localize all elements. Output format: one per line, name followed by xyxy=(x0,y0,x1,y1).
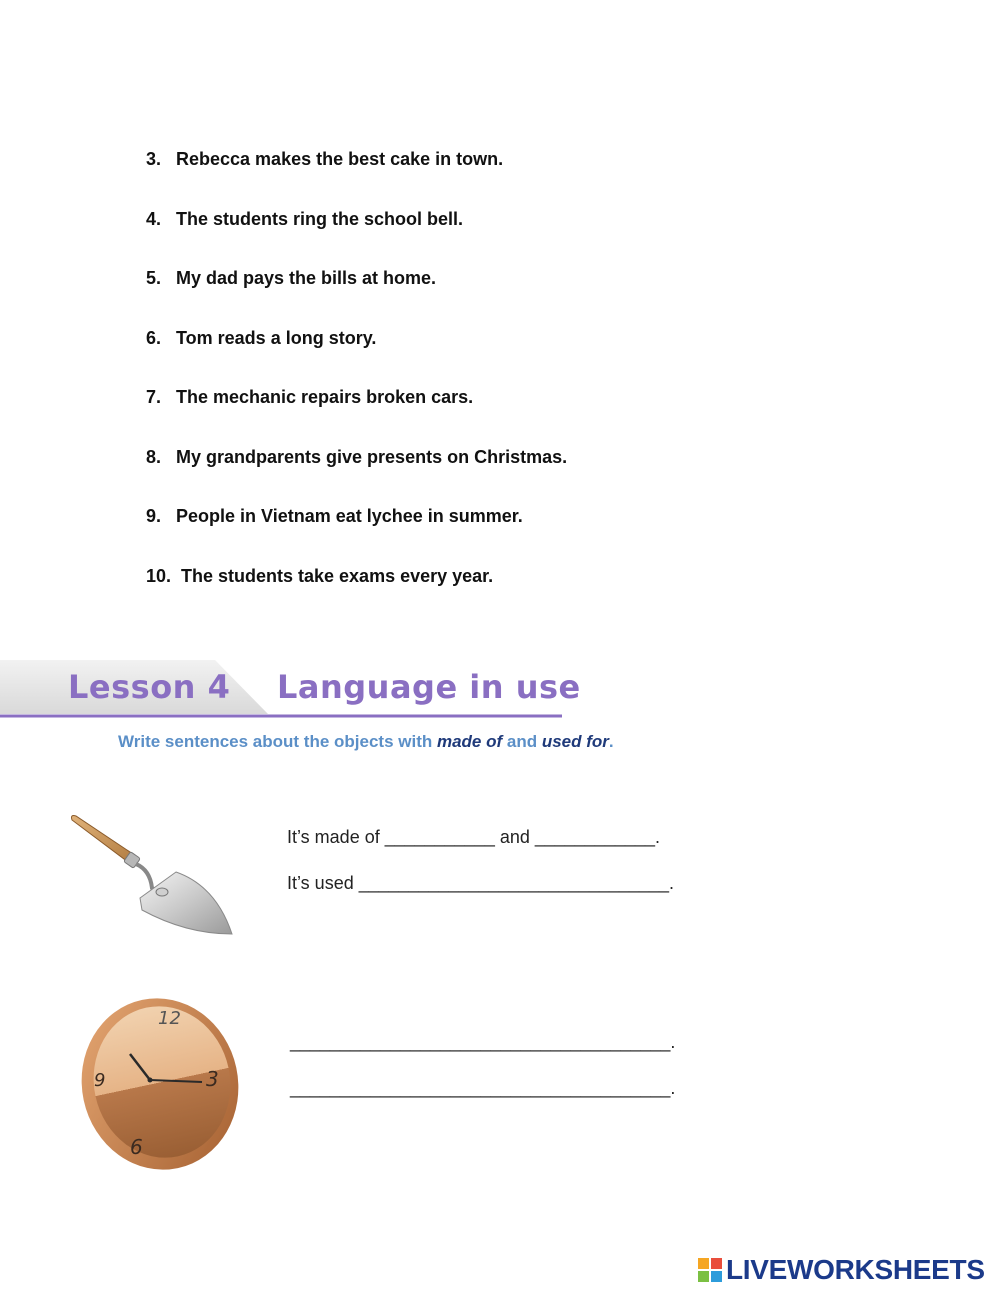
sentence-number: 10. xyxy=(146,566,172,586)
sentence-9 xyxy=(146,506,523,530)
lesson-title: Language in use xyxy=(277,668,581,706)
sentence-number: 8. xyxy=(146,447,162,467)
instruction-text xyxy=(118,732,614,752)
sentence-text: My grandparents give presents on Christmas. xyxy=(176,447,568,467)
sentence-number: 6. xyxy=(146,328,162,348)
sentence-text: My dad pays the bills at home. xyxy=(176,268,437,288)
clock-answer-line-2[interactable]: ______________________________________. xyxy=(290,1078,676,1098)
logo-squares-icon xyxy=(698,1258,722,1282)
clock-numeral-12: 12 xyxy=(158,1008,181,1029)
logo-text: LIVEWORKSHEETS xyxy=(726,1254,985,1285)
sentence-5 xyxy=(146,268,436,292)
clock-numeral-6: 6 xyxy=(130,1135,143,1159)
sentence-10 xyxy=(146,566,493,590)
sentence-4 xyxy=(146,209,463,233)
sentence-text: The students take exams every year. xyxy=(181,566,494,586)
trowel-made-of-line[interactable]: It’s made of ___________ and ____________. xyxy=(287,827,660,847)
instruction-part: and xyxy=(502,732,542,751)
sentence-text: The students ring the school bell. xyxy=(176,209,464,229)
clock-numeral-3: 3 xyxy=(206,1067,219,1091)
trowel-image xyxy=(66,810,238,940)
wall-clock-image xyxy=(80,994,244,1174)
sentence-3 xyxy=(146,149,503,173)
liveworksheets-logo xyxy=(698,1252,985,1288)
trowel-used-line[interactable]: It’s used _______________________________. xyxy=(287,873,675,893)
sentence-number: 5. xyxy=(146,268,162,288)
sentence-text: The mechanic repairs broken cars. xyxy=(176,387,474,407)
sentence-7 xyxy=(146,387,473,411)
instruction-used-for: used for xyxy=(541,732,609,751)
sentence-text: Tom reads a long story. xyxy=(176,328,377,348)
clock-numeral-9: 9 xyxy=(94,1070,106,1091)
instruction-part: Write sentences about the objects with xyxy=(118,732,437,751)
sentence-number: 9. xyxy=(146,506,162,526)
sentence-8 xyxy=(146,447,567,471)
clock-answer-line-1[interactable]: ______________________________________. xyxy=(290,1032,676,1052)
instruction-part: . xyxy=(608,732,614,751)
sentence-text: People in Vietnam eat lychee in summer. xyxy=(176,506,523,526)
sentence-number: 7. xyxy=(146,387,162,407)
lesson-banner xyxy=(0,658,581,720)
instruction-made-of: made of xyxy=(436,732,503,751)
sentence-6 xyxy=(146,328,376,352)
sentence-number: 4. xyxy=(146,209,162,229)
sentence-number: 3. xyxy=(146,149,162,169)
sentence-text: Rebecca makes the best cake in town. xyxy=(176,149,504,169)
lesson-number: Lesson 4 xyxy=(68,668,231,706)
